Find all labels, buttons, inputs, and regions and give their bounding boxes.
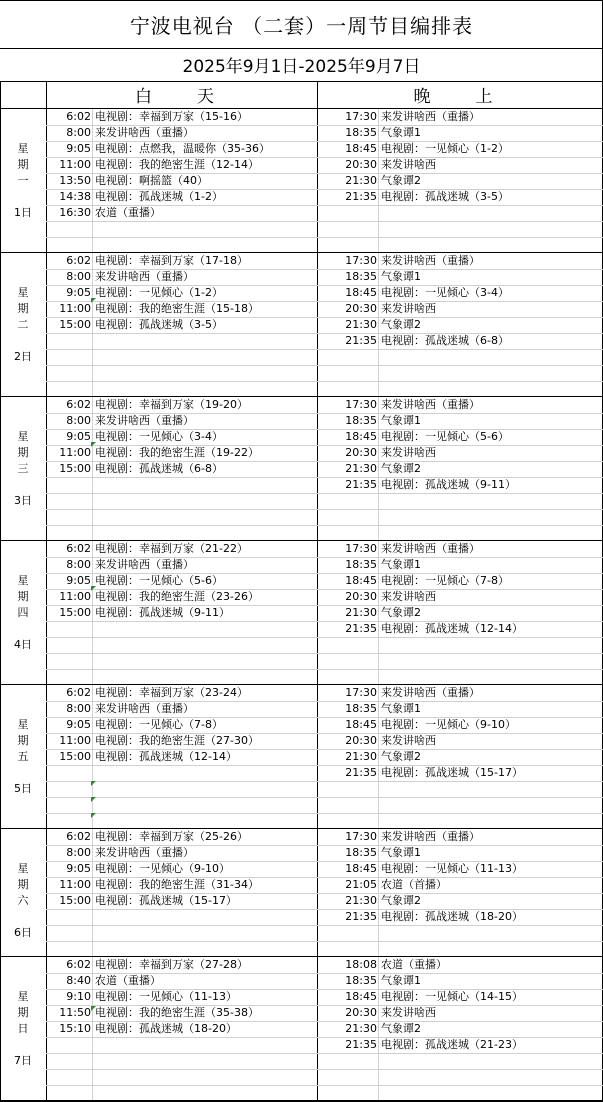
col-line [378,829,379,956]
day-program: 电视剧：我的绝密生涯（27-30） [95,734,259,747]
night-program: 来发讲啥西（重播） [381,398,480,411]
col-line [378,397,379,540]
weekday-char: 星 [17,990,29,1003]
day-time: 8:00 [66,558,91,571]
day-program: 农道（重播） [95,974,161,987]
row-line [46,493,603,494]
night-program: 气象谭1 [381,126,421,139]
day-program: 来发讲啥西（重播） [95,702,194,715]
row-line [46,781,603,782]
row-line [46,349,603,350]
day-time: 11:00 [59,590,91,603]
grid-line [0,48,603,49]
weekday-char: 期 [17,1006,29,1019]
night-program: 电视剧：孤战迷城（21-23） [381,1038,523,1051]
day-time: 8:00 [66,702,91,715]
night-time: 21:35 [345,334,377,347]
night-time: 18:35 [345,270,377,283]
day-time: 11:00 [59,734,91,747]
day-program: 电视剧：孤战迷城（1-2） [95,190,223,203]
day-program: 电视剧：幸福到万家（17-18） [95,254,248,267]
day-program: 电视剧：幸福到万家（27-28） [95,958,248,971]
weekday-char: 期 [17,302,29,315]
night-time: 17:30 [345,542,377,555]
day-time: 6:02 [66,254,91,267]
col-line [92,685,93,828]
night-time: 21:35 [345,910,377,923]
row-line [46,477,603,478]
night-program: 电视剧：孤战迷城（18-20） [381,910,523,923]
night-time: 18:45 [345,286,377,299]
night-time: 21:35 [345,478,377,491]
col-line [378,957,379,1100]
day-time: 15:00 [59,750,91,763]
day-time: 9:05 [66,862,91,875]
col-line [92,829,93,956]
row-line [46,1053,603,1054]
grid-line [0,0,603,1]
night-time: 21:30 [345,174,377,187]
night-program: 电视剧：一见倾心（7-8） [381,574,509,587]
day-program: 电视剧：幸福到万家（25-26） [95,830,248,843]
day-time: 6:02 [66,542,91,555]
night-time: 18:35 [345,126,377,139]
day-separator [0,1100,603,1101]
day-program: 电视剧：孤战迷城（3-5） [95,318,223,331]
night-program: 气象谭1 [381,558,421,571]
col-line [92,397,93,540]
day-program: 来发讲啥西（重播） [95,846,194,859]
night-program: 电视剧：一见倾心（9-10） [381,718,516,731]
date-label: 4日 [14,638,32,651]
day-program: 电视剧：幸福到万家（21-22） [95,542,248,555]
night-program: 气象谭2 [381,606,421,619]
day-program: 来发讲啥西（重播） [95,270,194,283]
day-time: 8:00 [66,270,91,283]
weekday-char: 星 [17,142,29,155]
night-time: 21:30 [345,894,377,907]
day-program: 电视剧：我的绝密生涯（23-26） [95,590,259,603]
day-program: 电视剧：一见倾心（11-13） [95,990,237,1003]
row-line [46,1069,603,1070]
row-line [46,1085,603,1086]
night-program: 电视剧：孤战迷城（15-17） [381,766,523,779]
night-time: 17:30 [345,686,377,699]
day-time: 9:10 [66,990,91,1003]
night-time: 17:30 [345,398,377,411]
day-program: 电视剧：一见倾心（7-8） [95,718,223,731]
night-time: 18:45 [345,862,377,875]
night-program: 来发讲啥西（重播） [381,830,480,843]
day-program: 电视剧：孤战迷城（15-17） [95,894,237,907]
schedule-title: 宁波电视台 （二套）一周节目编排表 [129,13,474,38]
night-program: 气象谭2 [381,318,421,331]
day-program: 电视剧：幸福到万家（15-16） [95,110,248,123]
day-program: 电视剧：孤战迷城（9-11） [95,606,230,619]
night-program: 气象谭2 [381,462,421,475]
night-program: 来发讲啥西 [381,734,436,747]
date-label: 7日 [14,1054,32,1067]
weekday-char: 三 [17,462,29,475]
weekday-char: 星 [17,862,29,875]
night-program: 来发讲啥西 [381,302,436,315]
night-time: 17:30 [345,110,377,123]
day-time: 9:05 [66,574,91,587]
day-time: 8:00 [66,846,91,859]
night-program: 气象谭1 [381,414,421,427]
day-program: 电视剧：一见倾心（3-4） [95,430,223,443]
weekday-char: 日 [17,1022,29,1035]
day-program: 电视剧：一见倾心（9-10） [95,862,230,875]
cell-marker [91,797,96,802]
day-program: 来发讲啥西（重播） [95,126,194,139]
night-program: 来发讲啥西 [381,590,436,603]
night-time: 18:35 [345,558,377,571]
weekday-char: 期 [17,158,29,171]
night-program: 电视剧：孤战迷城（6-8） [381,334,509,347]
night-time: 21:35 [345,766,377,779]
day-time: 8:40 [66,974,91,987]
day-time: 14:38 [59,190,91,203]
day-time: 9:05 [66,142,91,155]
day-program: 电视剧：一见倾心（5-6） [95,574,223,587]
night-time: 17:30 [345,830,377,843]
row-line [46,941,603,942]
day-program: 来发讲啥西（重播） [95,414,194,427]
weekday-char: 星 [17,718,29,731]
row-line [46,813,603,814]
col-line [378,109,379,252]
day-program: 电视剧：我的绝密生涯（35-38） [95,1006,259,1019]
col-line [378,685,379,828]
col-line [92,109,93,252]
weekday-char: 期 [17,878,29,891]
day-time: 11:00 [59,302,91,315]
cell-marker [91,586,96,591]
night-time: 18:45 [345,718,377,731]
night-program: 电视剧：孤战迷城（3-5） [381,190,509,203]
night-time: 21:30 [345,462,377,475]
night-program: 气象谭2 [381,1022,421,1035]
col-line [92,957,93,1100]
weekday-char: 星 [17,430,29,443]
cell-marker [91,298,96,303]
night-time: 18:45 [345,574,377,587]
date-label: 1日 [14,206,32,219]
day-time: 15:10 [59,1022,91,1035]
night-time: 18:45 [345,142,377,155]
night-program: 来发讲啥西（重播） [381,542,480,555]
night-time: 18:45 [345,430,377,443]
night-program: 来发讲啥西 [381,1006,436,1019]
day-program: 电视剧：孤战迷城（6-8） [95,462,223,475]
night-time: 21:30 [345,750,377,763]
day-time: 11:00 [59,446,91,459]
night-program: 气象谭2 [381,174,421,187]
daytime-header: 白 天 [135,86,228,107]
night-program: 来发讲啥西（重播） [381,110,480,123]
night-program: 来发讲啥西（重播） [381,254,480,267]
night-time: 18:45 [345,990,377,1003]
weekday-char: 星 [17,286,29,299]
day-time: 15:00 [59,318,91,331]
day-time: 11:00 [59,878,91,891]
night-time: 17:30 [345,254,377,267]
day-program: 电视剧：啊摇篮（40） [95,174,208,187]
night-time: 18:35 [345,702,377,715]
row-line [46,365,603,366]
night-program: 电视剧：一见倾心（5-6） [381,430,509,443]
day-program: 电视剧：孤战迷城（18-20） [95,1022,237,1035]
weekday-char: 六 [17,894,29,907]
col-line [378,541,379,684]
row-line [46,381,603,382]
night-time: 20:30 [345,158,377,171]
day-program: 电视剧：孤战迷城（12-14） [95,750,237,763]
night-program: 农道（首播） [381,878,447,891]
night-time: 18:35 [345,974,377,987]
cell-marker [91,813,96,818]
night-program: 来发讲啥西 [381,446,436,459]
day-program: 来发讲啥西（重播） [95,558,194,571]
weekday-char: 四 [17,606,29,619]
day-time: 9:05 [66,718,91,731]
date-label: 3日 [14,494,32,507]
day-program: 电视剧：幸福到万家（19-20） [95,398,248,411]
night-program: 电视剧：一见倾心（11-13） [381,862,523,875]
row-line [46,237,603,238]
night-program: 农道（重播） [381,958,447,971]
weekday-char: 一 [17,174,29,187]
day-time: 6:02 [66,686,91,699]
day-time: 8:00 [66,414,91,427]
night-program: 气象谭1 [381,974,421,987]
night-time: 20:30 [345,734,377,747]
day-time: 15:00 [59,894,91,907]
night-time: 21:30 [345,606,377,619]
day-time: 6:02 [66,110,91,123]
day-program: 农道（重播） [95,206,161,219]
day-program: 电视剧：我的绝密生涯（15-18） [95,302,259,315]
night-time: 20:30 [345,302,377,315]
weekday-char: 期 [17,590,29,603]
night-time: 20:30 [345,590,377,603]
day-time: 15:00 [59,462,91,475]
night-program: 气象谭2 [381,894,421,907]
night-program: 气象谭1 [381,702,421,715]
cell-marker [91,1006,96,1011]
night-time: 21:05 [345,878,377,891]
day-program: 电视剧：一见倾心（1-2） [95,286,223,299]
weekday-char: 五 [17,750,29,763]
night-time: 21:35 [345,1038,377,1051]
day-time: 6:02 [66,830,91,843]
date-label: 2日 [14,350,32,363]
weekday-char: 期 [17,446,29,459]
row-line [46,525,603,526]
night-program: 电视剧：孤战迷城（12-14） [381,622,523,635]
row-line [46,925,603,926]
row-line [46,333,603,334]
day-time: 9:05 [66,286,91,299]
day-program: 电视剧：点燃我，温暖你（35-36） [95,142,270,155]
cell-marker [91,781,96,786]
row-line [46,669,603,670]
evening-header: 晚 上 [413,86,507,107]
row-line [46,221,603,222]
night-time: 21:30 [345,318,377,331]
night-program: 来发讲啥西 [381,158,436,171]
day-time: 11:00 [59,158,91,171]
day-program: 电视剧：幸福到万家（23-24） [95,686,248,699]
night-program: 电视剧：孤战迷城（9-11） [381,478,516,491]
day-program: 电视剧：我的绝密生涯（12-14） [95,158,259,171]
cell-marker [91,442,96,447]
night-time: 20:30 [345,1006,377,1019]
night-time: 20:30 [345,446,377,459]
weekday-char: 二 [17,318,29,331]
day-time: 15:00 [59,606,91,619]
day-program: 电视剧：我的绝密生涯（19-22） [95,446,259,459]
day-time: 6:02 [66,958,91,971]
grid-line [0,81,603,82]
night-time: 18:08 [345,958,377,971]
day-time: 9:05 [66,430,91,443]
night-time: 21:35 [345,622,377,635]
date-label: 6日 [14,926,32,939]
night-program: 气象谭2 [381,750,421,763]
row-line [46,653,603,654]
day-time: 16:30 [59,206,91,219]
day-time: 13:50 [59,174,91,187]
night-program: 电视剧：一见倾心（3-4） [381,286,509,299]
night-time: 18:35 [345,414,377,427]
day-time: 6:02 [66,398,91,411]
col-line [378,253,379,396]
col-line [92,541,93,684]
night-time: 18:35 [345,846,377,859]
day-time: 8:00 [66,126,91,139]
weekday-char: 期 [17,734,29,747]
night-program: 电视剧：一见倾心（1-2） [381,142,509,155]
date-label: 5日 [14,782,32,795]
col-line [92,253,93,396]
night-program: 气象谭1 [381,846,421,859]
weekday-char: 星 [17,574,29,587]
date-range: 2025年9月1日-2025年9月7日 [182,57,421,77]
row-line [46,509,603,510]
night-program: 气象谭1 [381,270,421,283]
day-time: 11:50 [59,1006,91,1019]
night-time: 21:35 [345,190,377,203]
grid-line [317,81,318,1101]
night-program: 电视剧：一见倾心（14-15） [381,990,523,1003]
day-program: 电视剧：我的绝密生涯（31-34） [95,878,259,891]
row-line [46,637,603,638]
night-time: 21:30 [345,1022,377,1035]
night-program: 来发讲啥西（重播） [381,686,480,699]
row-line [46,797,603,798]
